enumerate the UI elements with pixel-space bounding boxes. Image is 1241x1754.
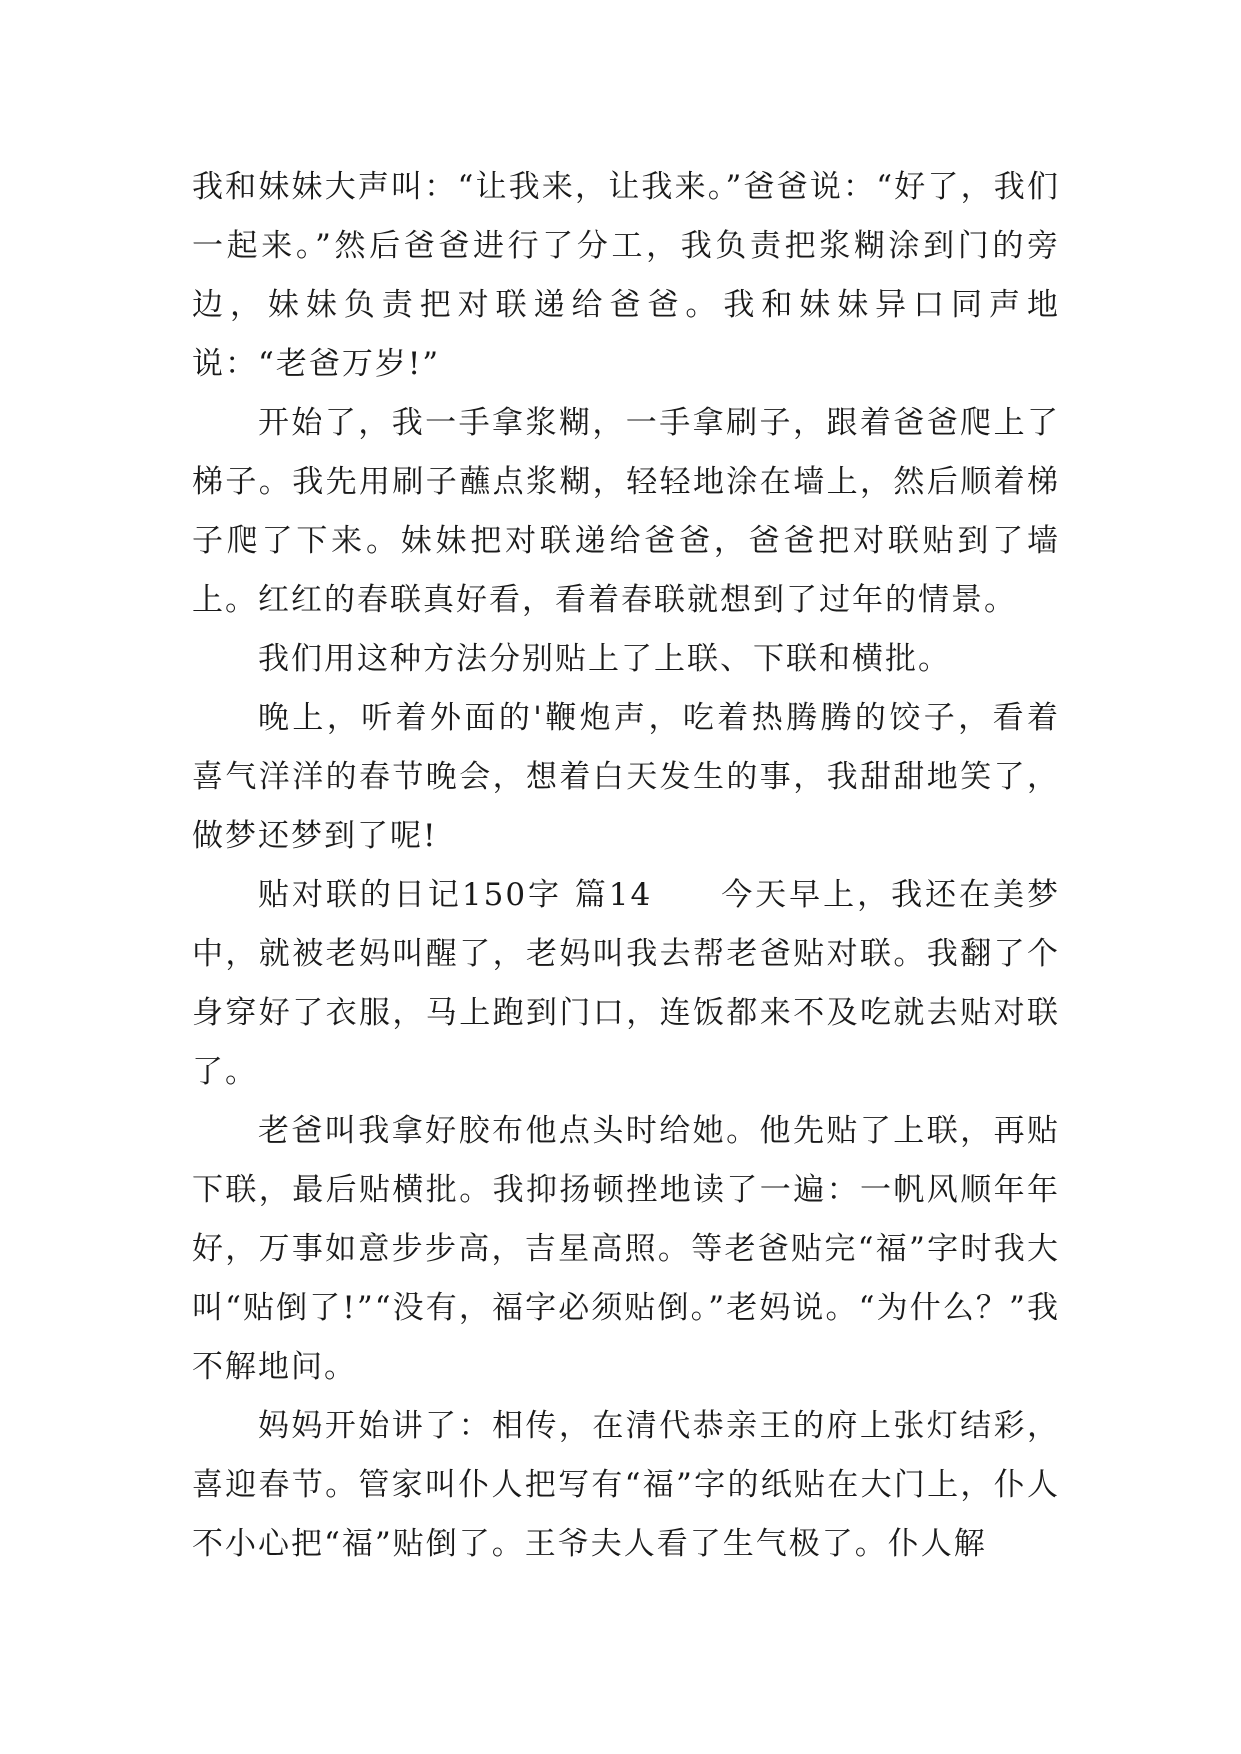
paragraph-6: 老爸叫我拿好胶布他点头时给她。他先贴了上联，再贴下联，最后贴横批。我抑扬顿挫地读了一遍：一帆风顺年年好，万事如意步步高，吉星高照。等老爸贴完“福”字时我大叫“贴倒了!”“没有，福字必须贴倒。”老妈说。“为什么？”我不解地问。: [192, 1113, 1060, 1385]
paragraph-3: 我们用这种方法分别贴上了上联、下联和横批。: [258, 641, 951, 677]
paragraph-2: 开始了，我一手拿浆糊，一手拿刷子，跟着爸爸爬上了梯子。我先用刷子蘸点浆糊，轻轻地涂在墙上，然后顺着梯子爬了下来。妹妹把对联递给爸爸，爸爸把对联贴到了墙上。红红的春联真好看，看着春联就想到了过年的情景。: [192, 405, 1060, 618]
paragraph-5: 贴对联的日记150字 篇14 今天早上，我还在美梦中，就被老妈叫醒了，老妈叫我去帮老爸贴对联。我翻了个身穿好了衣服，马上跑到门口，连饭都来不及吃就去贴对联了。: [192, 877, 1060, 1090]
document-body: [192, 158, 1060, 1574]
paragraph-4: 晚上，听着外面的'鞭炮声，吃着热腾腾的饺子，看着喜气洋洋的春节晚会，想着白天发生的事，我甜甜地笑了，做梦还梦到了呢!: [192, 700, 1060, 854]
paragraph-1: 我和妹妹大声叫：“让我来，让我来。”爸爸说：“好了，我们一起来。”然后爸爸进行了分工，我负责把浆糊涂到门的旁边，妹妹负责把对联递给爸爸。我和妹妹异口同声地说：“老爸万岁!”: [192, 169, 1060, 382]
paragraph-7: 妈妈开始讲了：相传，在清代恭亲王的府上张灯结彩，喜迎春节。管家叫仆人把写有“福”字的纸贴在大门上，仆人不小心把“福”贴倒了。王爷夫人看了生气极了。仆人解: [192, 1408, 1060, 1562]
